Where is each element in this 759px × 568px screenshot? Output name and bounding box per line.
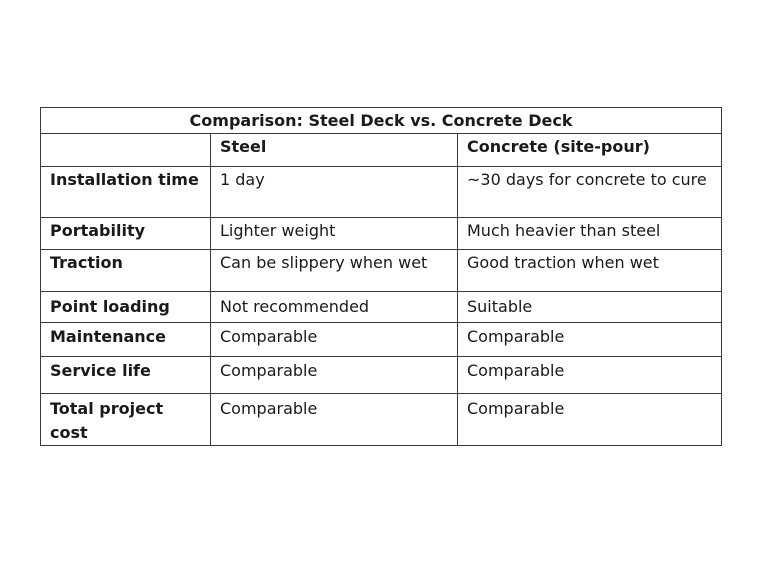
header-cell-empty (41, 134, 211, 167)
header-cell-steel: Steel (211, 134, 458, 167)
header-cell-concrete: Concrete (site-pour) (458, 134, 722, 167)
concrete-cell: Comparable (458, 323, 722, 357)
steel-cell: 1 day (211, 167, 458, 218)
table-row (41, 323, 722, 357)
table-row (41, 292, 722, 323)
steel-cell: Comparable (211, 357, 458, 394)
row-label: Portability (41, 218, 211, 250)
concrete-cell: Good traction when wet (458, 250, 722, 292)
table-row (41, 218, 722, 250)
steel-cell: Lighter weight (211, 218, 458, 250)
row-label: Maintenance (41, 323, 211, 357)
table-row (41, 394, 722, 446)
concrete-cell: Suitable (458, 292, 722, 323)
steel-cell: Comparable (211, 323, 458, 357)
steel-cell: Can be slippery when wet (211, 250, 458, 292)
steel-cell: Not recommended (211, 292, 458, 323)
concrete-cell: Comparable (458, 357, 722, 394)
table-header-row (41, 134, 722, 167)
row-label: Installation time (41, 167, 211, 218)
comparison-table (40, 107, 722, 446)
table-row (41, 250, 722, 292)
row-label: Point loading (41, 292, 211, 323)
table-title-row (41, 108, 722, 134)
concrete-cell: Much heavier than steel (458, 218, 722, 250)
concrete-cell: ~30 days for concrete to cure (458, 167, 722, 218)
row-label: Total project cost (41, 394, 211, 446)
row-label: Traction (41, 250, 211, 292)
steel-cell: Comparable (211, 394, 458, 446)
table-title: Comparison: Steel Deck vs. Concrete Deck (41, 108, 722, 134)
row-label: Service life (41, 357, 211, 394)
concrete-cell: Comparable (458, 394, 722, 446)
table-row (41, 357, 722, 394)
table-row (41, 167, 722, 218)
